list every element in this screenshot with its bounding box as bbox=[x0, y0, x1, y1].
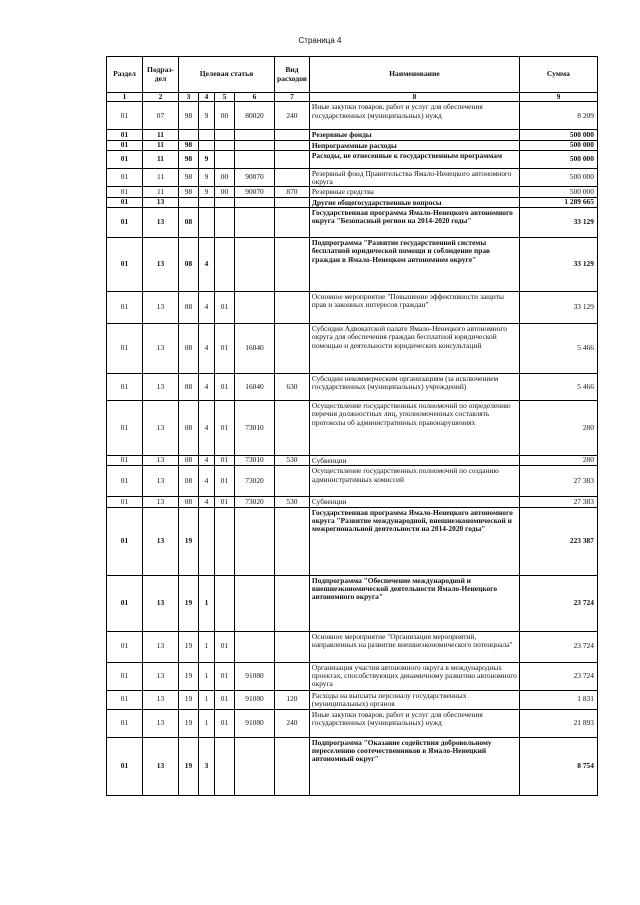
table-row bbox=[107, 187, 598, 197]
header-naimenovanie: Наименование bbox=[309, 57, 519, 93]
event-code-cell: 01 bbox=[215, 291, 235, 323]
direction-code-cell bbox=[235, 150, 275, 168]
razdel-cell: 01 bbox=[107, 207, 143, 237]
direction-code-cell: 16040 bbox=[235, 373, 275, 400]
razdel-cell: 01 bbox=[107, 497, 143, 507]
expense-type-cell bbox=[275, 197, 310, 207]
table-header bbox=[107, 57, 598, 102]
table-row bbox=[107, 102, 598, 130]
col-number: 7 bbox=[275, 93, 310, 102]
item-name-cell: Расходы, не отнесенные к государственным программам bbox=[309, 150, 519, 168]
item-name-cell: Основное мероприятие "Организация мероприятий, направленных на развитие внешнеэкономического потенциала" bbox=[309, 631, 519, 662]
col-number: 1 bbox=[107, 93, 143, 102]
subprogram-code-cell bbox=[199, 507, 215, 575]
event-code-cell bbox=[215, 575, 235, 631]
item-name-cell: Основное мероприятие "Повышение эффективности защиты прав и законных интересов граждан" bbox=[309, 291, 519, 323]
amount-cell: 500 000 bbox=[519, 140, 597, 150]
col-number: 5 bbox=[215, 93, 235, 102]
header-celevaya-statya: Целевая статья bbox=[179, 57, 275, 93]
podrazdel-cell: 13 bbox=[143, 237, 179, 291]
amount-cell: 1 289 665 bbox=[519, 197, 597, 207]
event-code-cell: 01 bbox=[215, 497, 235, 507]
event-code-cell bbox=[215, 237, 235, 291]
expense-type-cell: 530 bbox=[275, 497, 310, 507]
expense-type-cell bbox=[275, 400, 310, 455]
amount-cell: 280 bbox=[519, 455, 597, 465]
podrazdel-cell: 13 bbox=[143, 690, 179, 709]
expense-type-cell bbox=[275, 631, 310, 662]
table-row bbox=[107, 709, 598, 737]
subprogram-code-cell: 1 bbox=[199, 690, 215, 709]
podrazdel-cell: 13 bbox=[143, 737, 179, 795]
event-code-cell: 00 bbox=[215, 102, 235, 130]
direction-code-cell: 90070 bbox=[235, 168, 275, 187]
col-number: 4 bbox=[199, 93, 215, 102]
item-name-cell: Осуществление государственных полномочий по определению перечня должностных лиц, уполномоченных составлять протоколы об административных правонарушениях bbox=[309, 400, 519, 455]
table-row bbox=[107, 291, 598, 323]
event-code-cell: 01 bbox=[215, 400, 235, 455]
event-code-cell bbox=[215, 150, 235, 168]
expense-type-cell bbox=[275, 207, 310, 237]
podrazdel-cell: 11 bbox=[143, 130, 179, 140]
table-row bbox=[107, 373, 598, 400]
table-row bbox=[107, 130, 598, 140]
program-code-cell: 98 bbox=[179, 102, 199, 130]
header-vid-raskhodov: Вид расходов bbox=[275, 57, 310, 93]
amount-cell: 500 000 bbox=[519, 187, 597, 197]
item-name-cell: Подпрограмма "Обеспечение международной и внешнеэкономической деятельности Ямало-Ненецкого автономного округа" bbox=[309, 575, 519, 631]
podrazdel-cell: 07 bbox=[143, 102, 179, 130]
podrazdel-cell: 13 bbox=[143, 400, 179, 455]
column-number-row bbox=[107, 93, 598, 102]
razdel-cell: 01 bbox=[107, 237, 143, 291]
item-name-cell: Другие общегосударственные вопросы bbox=[309, 197, 519, 207]
table-row bbox=[107, 737, 598, 795]
direction-code-cell bbox=[235, 291, 275, 323]
event-code-cell: 00 bbox=[215, 168, 235, 187]
expense-type-cell bbox=[275, 662, 310, 690]
podrazdel-cell: 11 bbox=[143, 168, 179, 187]
program-code-cell: 19 bbox=[179, 575, 199, 631]
expense-type-cell bbox=[275, 507, 310, 575]
podrazdel-cell: 13 bbox=[143, 631, 179, 662]
amount-cell: 500 000 bbox=[519, 130, 597, 140]
expense-type-cell bbox=[275, 130, 310, 140]
expense-type-cell bbox=[275, 291, 310, 323]
program-code-cell: 19 bbox=[179, 631, 199, 662]
subprogram-code-cell: 4 bbox=[199, 455, 215, 465]
program-code-cell: 08 bbox=[179, 455, 199, 465]
razdel-cell: 01 bbox=[107, 737, 143, 795]
event-code-cell: 01 bbox=[215, 662, 235, 690]
amount-cell: 23 724 bbox=[519, 575, 597, 631]
col-number: 8 bbox=[309, 93, 519, 102]
program-code-cell: 19 bbox=[179, 709, 199, 737]
direction-code-cell bbox=[235, 575, 275, 631]
razdel-cell: 01 bbox=[107, 709, 143, 737]
program-code-cell: 98 bbox=[179, 150, 199, 168]
table-row bbox=[107, 237, 598, 291]
table-row bbox=[107, 168, 598, 187]
podrazdel-cell: 13 bbox=[143, 373, 179, 400]
item-name-cell: Субвенции bbox=[309, 455, 519, 465]
event-code-cell: 01 bbox=[215, 690, 235, 709]
program-code-cell: 08 bbox=[179, 400, 199, 455]
program-code-cell: 08 bbox=[179, 207, 199, 237]
expense-type-cell bbox=[275, 466, 310, 497]
subprogram-code-cell: 1 bbox=[199, 575, 215, 631]
event-code-cell: 01 bbox=[215, 373, 235, 400]
podrazdel-cell: 13 bbox=[143, 197, 179, 207]
expense-type-cell bbox=[275, 237, 310, 291]
direction-code-cell: 91080 bbox=[235, 662, 275, 690]
header-podrazdel: Подраз- дел bbox=[143, 57, 179, 93]
subprogram-code-cell: 4 bbox=[199, 466, 215, 497]
event-code-cell: 01 bbox=[215, 466, 235, 497]
table-row bbox=[107, 631, 598, 662]
program-code-cell: 08 bbox=[179, 323, 199, 373]
item-name-cell: Организация участия автономного округа в международных проектах, способствующих динамичному развитию автономного округа bbox=[309, 662, 519, 690]
razdel-cell: 01 bbox=[107, 197, 143, 207]
podrazdel-cell: 13 bbox=[143, 662, 179, 690]
table-row bbox=[107, 197, 598, 207]
item-name-cell: Резервный фонд Правительства Ямало-Ненецкого автономного округа bbox=[309, 168, 519, 187]
subprogram-code-cell: 9 bbox=[199, 102, 215, 130]
expense-type-cell: 240 bbox=[275, 102, 310, 130]
razdel-cell: 01 bbox=[107, 140, 143, 150]
program-code-cell bbox=[179, 197, 199, 207]
program-code-cell: 08 bbox=[179, 291, 199, 323]
amount-cell: 5 466 bbox=[519, 323, 597, 373]
program-code-cell bbox=[179, 130, 199, 140]
table-row bbox=[107, 497, 598, 507]
subprogram-code-cell: 3 bbox=[199, 737, 215, 795]
razdel-cell: 01 bbox=[107, 455, 143, 465]
subprogram-code-cell: 1 bbox=[199, 709, 215, 737]
amount-cell: 33 129 bbox=[519, 207, 597, 237]
subprogram-code-cell: 4 bbox=[199, 497, 215, 507]
program-code-cell: 19 bbox=[179, 662, 199, 690]
podrazdel-cell: 13 bbox=[143, 575, 179, 631]
podrazdel-cell: 11 bbox=[143, 187, 179, 197]
item-name-cell: Иные закупки товаров, работ и услуг для обеспечения государственных (муниципальных) нужд bbox=[309, 709, 519, 737]
direction-code-cell bbox=[235, 130, 275, 140]
amount-cell: 8 754 bbox=[519, 737, 597, 795]
subprogram-code-cell: 4 bbox=[199, 400, 215, 455]
podrazdel-cell: 13 bbox=[143, 709, 179, 737]
item-name-cell: Осуществление государственных полномочий по созданию административных комиссий bbox=[309, 466, 519, 497]
amount-cell: 23 724 bbox=[519, 631, 597, 662]
header-summa: Сумма bbox=[519, 57, 597, 93]
expense-type-cell: 870 bbox=[275, 187, 310, 197]
item-name-cell: Непрограммные расходы bbox=[309, 140, 519, 150]
expense-type-cell: 530 bbox=[275, 455, 310, 465]
direction-code-cell bbox=[235, 737, 275, 795]
subprogram-code-cell: 4 bbox=[199, 237, 215, 291]
item-name-cell: Субвенции bbox=[309, 497, 519, 507]
program-code-cell: 08 bbox=[179, 497, 199, 507]
razdel-cell: 01 bbox=[107, 400, 143, 455]
program-code-cell: 08 bbox=[179, 237, 199, 291]
event-code-cell bbox=[215, 140, 235, 150]
expense-type-cell bbox=[275, 140, 310, 150]
direction-code-cell: 91080 bbox=[235, 690, 275, 709]
program-code-cell: 19 bbox=[179, 690, 199, 709]
podrazdel-cell: 11 bbox=[143, 150, 179, 168]
table-row bbox=[107, 690, 598, 709]
expense-type-cell bbox=[275, 737, 310, 795]
item-name-cell: Резервные фонды bbox=[309, 130, 519, 140]
podrazdel-cell: 13 bbox=[143, 466, 179, 497]
direction-code-cell bbox=[235, 631, 275, 662]
item-name-cell: Резервные средства bbox=[309, 187, 519, 197]
podrazdel-cell: 13 bbox=[143, 455, 179, 465]
direction-code-cell bbox=[235, 207, 275, 237]
program-code-cell: 98 bbox=[179, 187, 199, 197]
subprogram-code-cell: 4 bbox=[199, 323, 215, 373]
direction-code-cell: 16040 bbox=[235, 323, 275, 373]
razdel-cell: 01 bbox=[107, 466, 143, 497]
amount-cell: 33 129 bbox=[519, 291, 597, 323]
table-body bbox=[107, 102, 598, 795]
podrazdel-cell: 13 bbox=[143, 291, 179, 323]
podrazdel-cell: 13 bbox=[143, 507, 179, 575]
amount-cell: 27 383 bbox=[519, 466, 597, 497]
subprogram-code-cell: 1 bbox=[199, 662, 215, 690]
expense-type-cell: 120 bbox=[275, 690, 310, 709]
subprogram-code-cell: 1 bbox=[199, 631, 215, 662]
subprogram-code-cell: 9 bbox=[199, 150, 215, 168]
podrazdel-cell: 13 bbox=[143, 323, 179, 373]
subprogram-code-cell bbox=[199, 140, 215, 150]
subprogram-code-cell bbox=[199, 207, 215, 237]
podrazdel-cell: 13 bbox=[143, 207, 179, 237]
direction-code-cell bbox=[235, 237, 275, 291]
event-code-cell: 01 bbox=[215, 709, 235, 737]
amount-cell: 500 000 bbox=[519, 150, 597, 168]
razdel-cell: 01 bbox=[107, 130, 143, 140]
podrazdel-cell: 11 bbox=[143, 140, 179, 150]
amount-cell: 1 831 bbox=[519, 690, 597, 709]
table-row bbox=[107, 466, 598, 497]
expense-type-cell: 630 bbox=[275, 373, 310, 400]
razdel-cell: 01 bbox=[107, 373, 143, 400]
event-code-cell: 01 bbox=[215, 455, 235, 465]
event-code-cell: 01 bbox=[215, 631, 235, 662]
item-name-cell: Подпрограмма "Развитие государственной системы бесплатной юридической помощи и соблюдение прав граждан в Ямало-Ненецком автономном округе" bbox=[309, 237, 519, 291]
amount-cell: 8 209 bbox=[519, 102, 597, 130]
razdel-cell: 01 bbox=[107, 507, 143, 575]
amount-cell: 5 466 bbox=[519, 373, 597, 400]
amount-cell: 27 383 bbox=[519, 497, 597, 507]
direction-code-cell: 80020 bbox=[235, 102, 275, 130]
event-code-cell: 01 bbox=[215, 323, 235, 373]
subprogram-code-cell bbox=[199, 197, 215, 207]
expense-type-cell: 240 bbox=[275, 709, 310, 737]
razdel-cell: 01 bbox=[107, 291, 143, 323]
budget-table bbox=[106, 56, 598, 796]
expense-type-cell bbox=[275, 575, 310, 631]
razdel-cell: 01 bbox=[107, 631, 143, 662]
table-row bbox=[107, 455, 598, 465]
direction-code-cell: 91080 bbox=[235, 709, 275, 737]
subprogram-code-cell bbox=[199, 130, 215, 140]
event-code-cell bbox=[215, 197, 235, 207]
col-number: 3 bbox=[179, 93, 199, 102]
item-name-cell: Субсидии Адвокатской палате Ямало-Ненецкого автономного округа для обеспечения граждан бесплатной юридической помощью и деятельности юридических консультаций bbox=[309, 323, 519, 373]
event-code-cell: 00 bbox=[215, 187, 235, 197]
razdel-cell: 01 bbox=[107, 575, 143, 631]
item-name-cell: Расходы на выплаты персоналу государственных (муниципальных) органов bbox=[309, 690, 519, 709]
table-row bbox=[107, 150, 598, 168]
subprogram-code-cell: 9 bbox=[199, 168, 215, 187]
item-name-cell: Подпрограмма "Оказание содействия добровольному переселению соотечественников в Ямало-Ненецкий автономный округ" bbox=[309, 737, 519, 795]
item-name-cell: Государственная программа Ямало-Ненецкого автономного округа "Безопасный регион на 2014-2020 годы" bbox=[309, 207, 519, 237]
direction-code-cell bbox=[235, 507, 275, 575]
table-row bbox=[107, 575, 598, 631]
subprogram-code-cell: 9 bbox=[199, 187, 215, 197]
table-row bbox=[107, 140, 598, 150]
razdel-cell: 01 bbox=[107, 187, 143, 197]
col-number: 2 bbox=[143, 93, 179, 102]
razdel-cell: 01 bbox=[107, 102, 143, 130]
item-name-cell: Субсидии некоммерческим организациям (за исключением государственных (муниципальных) учреждений) bbox=[309, 373, 519, 400]
table-row bbox=[107, 400, 598, 455]
amount-cell: 21 893 bbox=[519, 709, 597, 737]
col-number: 6 bbox=[235, 93, 275, 102]
razdel-cell: 01 bbox=[107, 662, 143, 690]
program-code-cell: 98 bbox=[179, 168, 199, 187]
direction-code-cell: 73010 bbox=[235, 455, 275, 465]
table-row bbox=[107, 207, 598, 237]
program-code-cell: 19 bbox=[179, 737, 199, 795]
event-code-cell bbox=[215, 130, 235, 140]
expense-type-cell bbox=[275, 150, 310, 168]
amount-cell: 280 bbox=[519, 400, 597, 455]
page-number-label: Страница 4 bbox=[298, 36, 342, 45]
program-code-cell: 08 bbox=[179, 466, 199, 497]
direction-code-cell: 73010 bbox=[235, 400, 275, 455]
razdel-cell: 01 bbox=[107, 690, 143, 709]
direction-code-cell: 90070 bbox=[235, 187, 275, 197]
podrazdel-cell: 13 bbox=[143, 497, 179, 507]
direction-code-cell: 73020 bbox=[235, 497, 275, 507]
item-name-cell: Иные закупки товаров, работ и услуг для обеспечения государственных (муниципальных) нужд bbox=[309, 102, 519, 130]
table-row bbox=[107, 323, 598, 373]
expense-type-cell bbox=[275, 168, 310, 187]
amount-cell: 500 000 bbox=[519, 168, 597, 187]
program-code-cell: 19 bbox=[179, 507, 199, 575]
direction-code-cell bbox=[235, 140, 275, 150]
subprogram-code-cell: 4 bbox=[199, 373, 215, 400]
program-code-cell: 08 bbox=[179, 373, 199, 400]
direction-code-cell: 73020 bbox=[235, 466, 275, 497]
razdel-cell: 01 bbox=[107, 168, 143, 187]
direction-code-cell bbox=[235, 197, 275, 207]
event-code-cell bbox=[215, 507, 235, 575]
program-code-cell: 98 bbox=[179, 140, 199, 150]
razdel-cell: 01 bbox=[107, 323, 143, 373]
amount-cell: 23 724 bbox=[519, 662, 597, 690]
event-code-cell bbox=[215, 207, 235, 237]
razdel-cell: 01 bbox=[107, 150, 143, 168]
table-row bbox=[107, 662, 598, 690]
subprogram-code-cell: 4 bbox=[199, 291, 215, 323]
table-row bbox=[107, 507, 598, 575]
col-number: 9 bbox=[519, 93, 597, 102]
amount-cell: 33 129 bbox=[519, 237, 597, 291]
item-name-cell: Государственная программа Ямало-Ненецкого автономного округа "Развитие международной, внешнеэкономической и межрегиональной деятельности на 2014-2020 годы" bbox=[309, 507, 519, 575]
amount-cell: 223 387 bbox=[519, 507, 597, 575]
header-razdel: Раздел bbox=[107, 57, 143, 93]
event-code-cell bbox=[215, 737, 235, 795]
expense-type-cell bbox=[275, 323, 310, 373]
